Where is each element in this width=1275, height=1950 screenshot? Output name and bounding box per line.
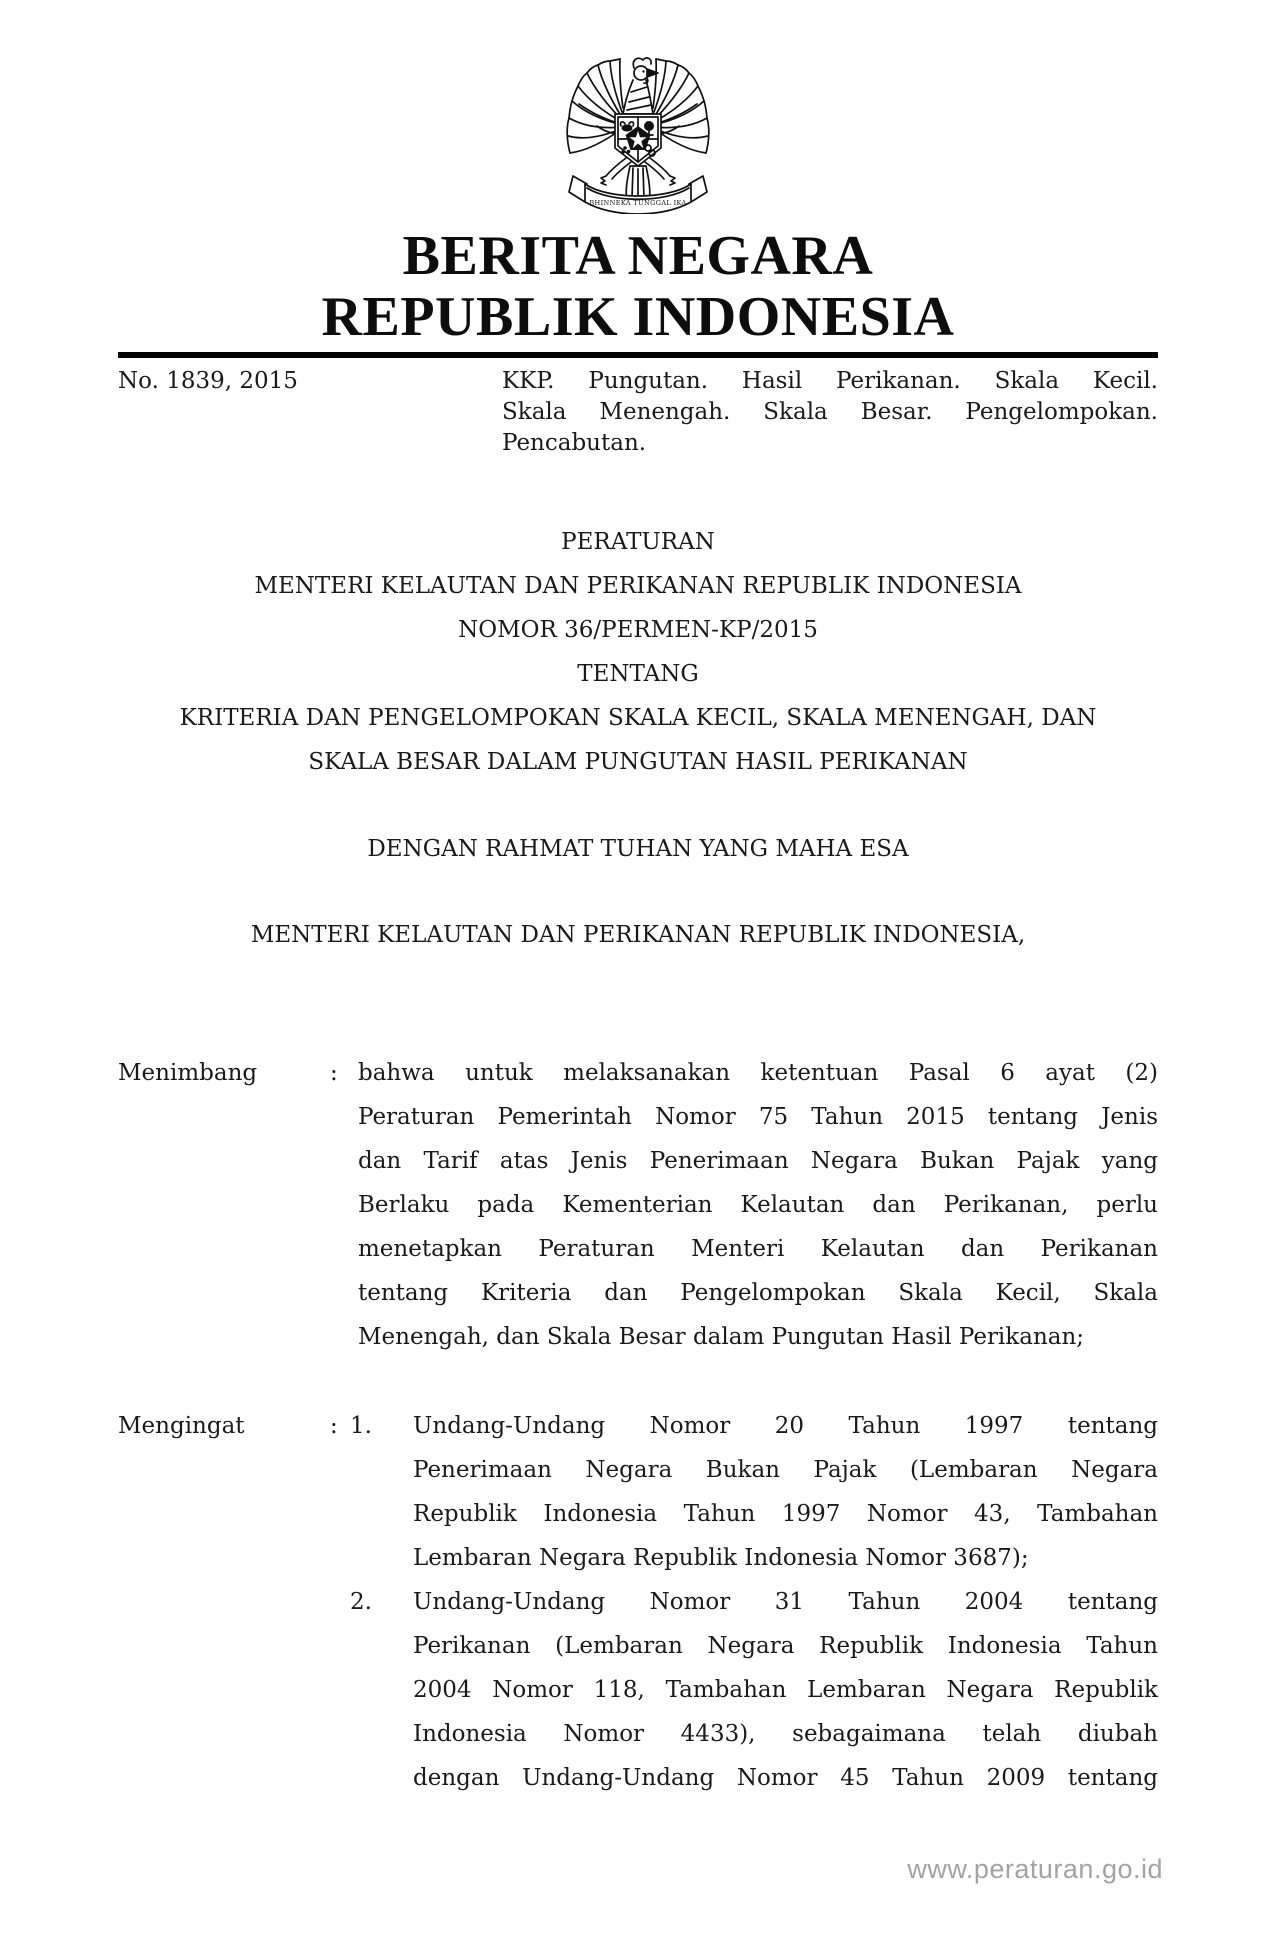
regulation-title-line: TENTANG bbox=[577, 661, 699, 687]
considering-line: bahwa untuk melaksanakan ketentuan Pasal 6 ayat (2) bbox=[358, 1060, 1158, 1086]
regulation-title bbox=[118, 520, 1158, 784]
item-line: Lembaran Negara Republik Indonesia Nomor 3687); bbox=[413, 1545, 1029, 1571]
issue-number: No. 1839, 2015 bbox=[118, 368, 298, 394]
considering-label: Menimbang bbox=[118, 1060, 258, 1086]
considering-colon: : bbox=[330, 1060, 338, 1086]
item-text bbox=[413, 1404, 1158, 1580]
regulation-title-line: SKALA BESAR DALAM PUNGUTAN HASIL PERIKANAN bbox=[308, 749, 968, 775]
regulation-title-line: NOMOR 36/PERMEN-KP/2015 bbox=[458, 617, 818, 643]
gazette-name bbox=[118, 226, 1158, 348]
gazette-name-line1: BERITA NEGARA bbox=[402, 225, 874, 287]
regulation-title-line: MENTERI KELAUTAN DAN PERIKANAN REPUBLIK INDONESIA bbox=[254, 573, 1022, 599]
garuda-pancasila-emblem bbox=[563, 56, 713, 214]
considering-line: Menengah, dan Skala Besar dalam Pungutan Hasil Perikanan; bbox=[358, 1324, 1085, 1350]
masthead-divider-rule bbox=[118, 352, 1158, 358]
item-line: Indonesia Nomor 4433), sebagaimana telah diubah bbox=[413, 1721, 1158, 1747]
invocation-line: DENGAN RAHMAT TUHAN YANG MAHA ESA bbox=[367, 836, 909, 862]
considering-clause bbox=[118, 1051, 1158, 1359]
gazette-name-line2: REPUBLIK INDONESIA bbox=[321, 286, 955, 348]
legal-basis-colon: : bbox=[330, 1413, 338, 1439]
item-line: Undang-Undang Nomor 31 Tahun 2004 tentang bbox=[413, 1589, 1158, 1615]
item-line: Penerimaan Negara Bukan Pajak (Lembaran Negara bbox=[413, 1457, 1158, 1483]
issue-row bbox=[118, 366, 1158, 459]
legal-basis-label: Mengingat bbox=[118, 1413, 245, 1439]
considering-line: dan Tarif atas Jenis Penerimaan Negara Bukan Pajak yang bbox=[358, 1148, 1158, 1174]
regulation-title-line: PERATURAN bbox=[561, 529, 715, 555]
item-text bbox=[413, 1580, 1158, 1800]
considering-line: tentang Kriteria dan Pengelompokan Skala Kecil, Skala bbox=[358, 1280, 1158, 1306]
item-line: dengan Undang-Undang Nomor 45 Tahun 2009 tentang bbox=[413, 1765, 1158, 1791]
motto-text: BHINNEKA TUNGGAL IKA bbox=[589, 199, 687, 207]
considering-line: Berlaku pada Kementerian Kelautan dan Perikanan, perlu bbox=[358, 1192, 1158, 1218]
item-number: 2. bbox=[350, 1589, 372, 1615]
legal-basis-list bbox=[350, 1404, 1158, 1800]
item-line: Perikanan (Lembaran Negara Republik Indonesia Tahun bbox=[413, 1633, 1158, 1659]
legal-basis-clause bbox=[118, 1404, 1158, 1800]
regulation-title-line: KRITERIA DAN PENGELOMPOKAN SKALA KECIL, SKALA MENENGAH, DAN bbox=[179, 705, 1097, 731]
subject-line: KKP. Pungutan. Hasil Perikanan. Skala Kecil. bbox=[502, 368, 1158, 394]
considering-line: Peraturan Pemerintah Nomor 75 Tahun 2015 tentang Jenis bbox=[358, 1104, 1158, 1130]
pancasila-shield bbox=[615, 114, 661, 166]
legal-basis-item bbox=[350, 1404, 1158, 1580]
subject-abstract bbox=[502, 366, 1158, 459]
garuda-body bbox=[623, 80, 653, 114]
item-line: 2004 Nomor 118, Tambahan Lembaran Negara Republik bbox=[413, 1677, 1158, 1703]
considering-line: menetapkan Peraturan Menteri Kelautan dan Perikanan bbox=[358, 1236, 1158, 1262]
considering-paragraph bbox=[350, 1051, 1158, 1359]
legal-basis-item bbox=[350, 1580, 1158, 1800]
item-line: Undang-Undang Nomor 20 Tahun 1997 tentang bbox=[413, 1413, 1158, 1439]
authority-line: MENTERI KELAUTAN DAN PERIKANAN REPUBLIK INDONESIA, bbox=[250, 922, 1026, 948]
item-number: 1. bbox=[350, 1413, 372, 1439]
subject-line: Pencabutan. bbox=[502, 430, 647, 456]
watermark-url: www.peraturan.go.id bbox=[907, 1854, 1163, 1884]
item-line: Republik Indonesia Tahun 1997 Nomor 43, Tambahan bbox=[413, 1501, 1158, 1527]
subject-line: Skala Menengah. Skala Besar. Pengelompokan. bbox=[502, 399, 1158, 425]
